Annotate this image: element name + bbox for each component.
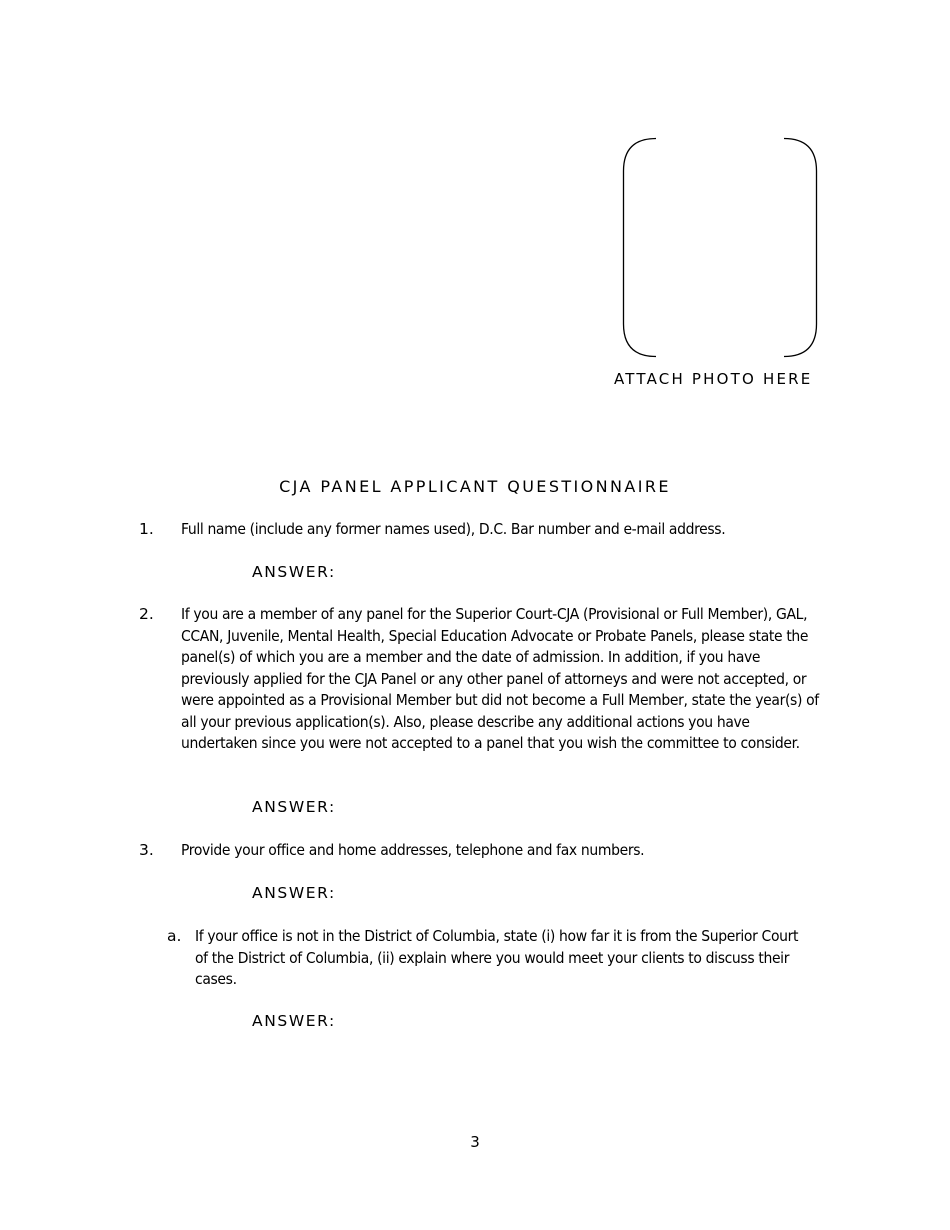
answer-label: ANSWER: xyxy=(252,1012,336,1030)
question-text: Provide your office and home addresses, telephone and fax numbers. xyxy=(181,841,645,859)
question-3a xyxy=(0,926,950,992)
question-number: 1. xyxy=(139,520,154,538)
page-number: 3 xyxy=(470,1133,480,1151)
answer-label: ANSWER: xyxy=(252,563,336,581)
question-2 xyxy=(0,604,950,779)
answer-label: ANSWER: xyxy=(252,884,336,902)
sub-question-letter: a. xyxy=(167,927,182,945)
photo-placeholder-frame xyxy=(622,137,818,358)
question-1 xyxy=(0,519,950,541)
question-text: If you are a member of any panel for the Superior Court-CJA (Provisional or Full Member), GAL, CCAN, Juvenile, Mental Health, Special Education Advocate or Probate Panels, please state the panel(s) of which you are a member and the date of admission. In addition, if you have previously applied for the CJA Panel or any other panel of attorneys and were not accepted, or were appointed as a Provisional Member but did not become a Full Member, state the year(s) of all your previous application(s). Also, please describe any additional actions you have undertaken since you were not accepted to a panel that you wish the committee to consider. xyxy=(181,605,819,752)
photo-corner-brackets xyxy=(622,137,818,358)
answer-label: ANSWER: xyxy=(252,798,336,816)
page-title: CJA PANEL APPLICANT QUESTIONNAIRE xyxy=(279,477,671,496)
question-text: Full name (include any former names used), D.C. Bar number and e-mail address. xyxy=(181,520,726,538)
question-number: 3. xyxy=(139,841,154,859)
question-number: 2. xyxy=(139,605,154,623)
question-3 xyxy=(0,840,950,862)
sub-question-text: If your office is not in the District of Columbia, state (i) how far it is from the Superior Court of the District of Columbia, (ii) explain where you would meet your clients to discuss their cases. xyxy=(195,927,799,988)
photo-caption: ATTACH PHOTO HERE xyxy=(614,370,813,388)
